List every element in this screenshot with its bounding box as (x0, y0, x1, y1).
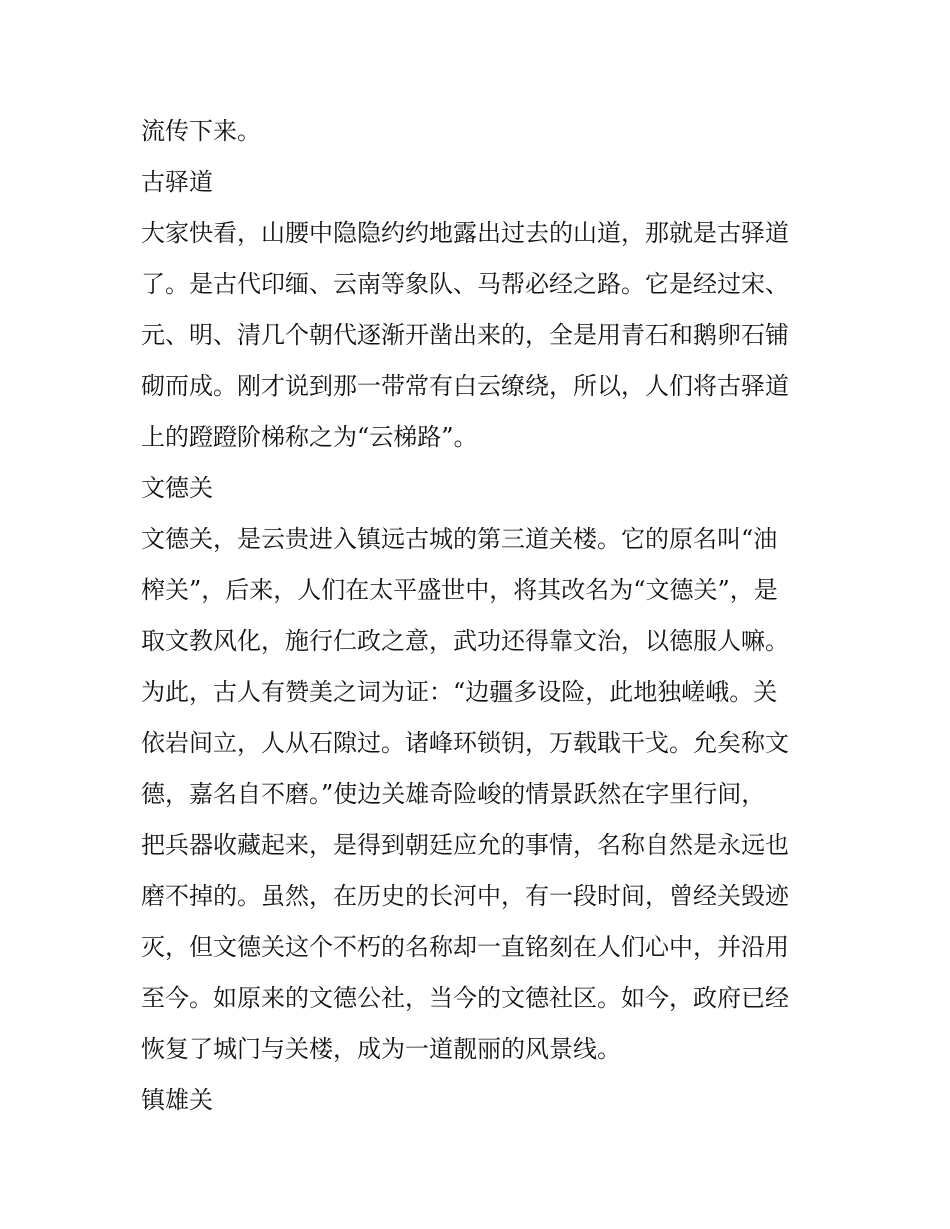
paragraph-line: 榨关”，后来，人们在太平盛世中，将其改名为“文德关”，是 (141, 576, 778, 604)
paragraph-line: 元、明、清几个朝代逐渐开凿出来的，全是用青石和鹅卵石铺 (141, 321, 789, 349)
section-heading-wen-de-guan: 文德关 (141, 474, 213, 502)
paragraph-line: 流传下来。 (141, 117, 261, 145)
paragraph-line: 把兵器收藏起来，是得到朝廷应允的事情，名称自然是永远也 (141, 831, 789, 859)
paragraph-line: 恢复了城门与关楼，成为一道靓丽的风景线。 (141, 1035, 621, 1063)
paragraph-line: 了。是古代印缅、云南等象队、马帮必经之路。它是经过宋、 (141, 270, 789, 298)
paragraph-line: 为此，古人有赞美之词为证：“边疆多设险，此地独嵯峨。关 (141, 678, 778, 706)
paragraph-line: 依岩间立，人从石隙过。诸峰环锁钥，万载戢干戈。允矣称文 (141, 729, 789, 757)
paragraph-line: 砌而成。刚才说到那一带常有白云缭绕，所以，人们将古驿道 (141, 372, 789, 400)
paragraph-line: 德，嘉名自不磨。”使边关雄奇险峻的情景跃然在字里行间， (141, 780, 766, 808)
paragraph-line: 上的蹬蹬阶梯称之为“云梯路”。 (141, 423, 478, 451)
paragraph-line: 大家快看，山腰中隐隐约约地露出过去的山道，那就是古驿道 (141, 219, 789, 247)
section-heading-gu-yi-dao: 古驿道 (141, 168, 213, 196)
paragraph-line: 灭，但文德关这个不朽的名称却一直铭刻在人们心中，并沿用 (141, 933, 789, 961)
document-body (141, 106, 813, 1126)
paragraph-line: 文德关，是云贵进入镇远古城的第三道关楼。它的原名叫“油 (141, 525, 778, 553)
paragraph-line: 至今。如原来的文德公社，当今的文德社区。如今，政府已经 (141, 984, 789, 1012)
section-heading-zhen-xiong-guan: 镇雄关 (141, 1086, 213, 1114)
paragraph-line: 取文教风化，施行仁政之意，武功还得靠文治，以德服人嘛。 (141, 627, 789, 655)
paragraph-line: 磨不掉的。虽然，在历史的长河中，有一段时间，曾经关毁迹 (141, 882, 789, 910)
